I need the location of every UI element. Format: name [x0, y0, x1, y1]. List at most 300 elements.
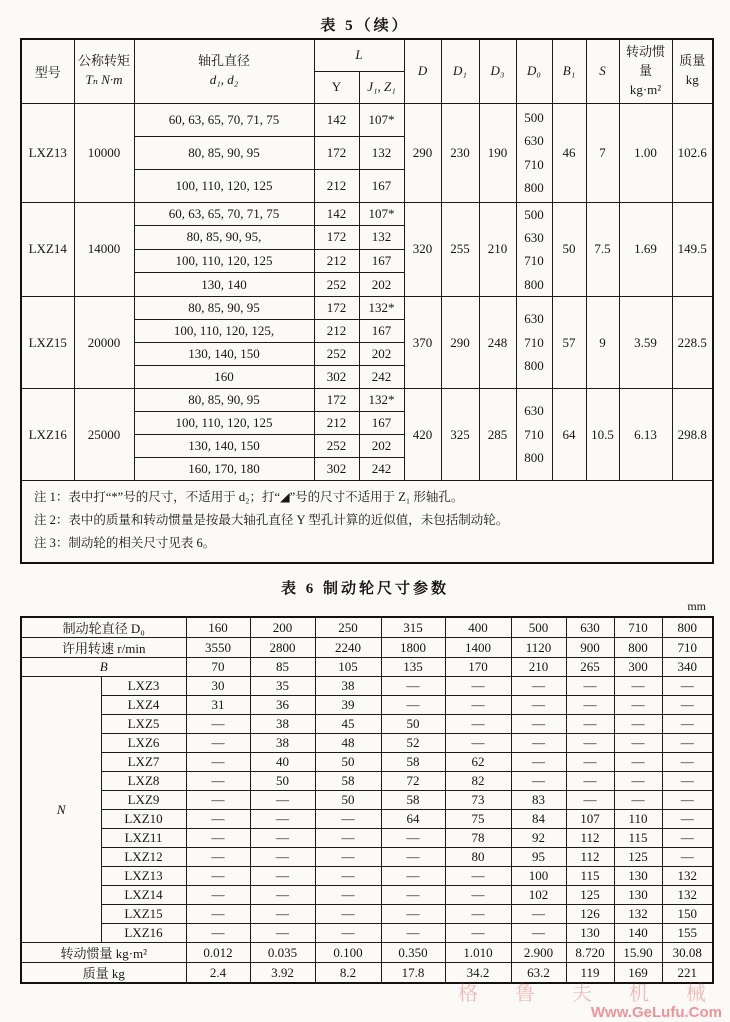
value-cell: —: [250, 924, 315, 943]
mass-cell: 228.5: [672, 297, 713, 389]
torque-cell: 10000: [74, 103, 134, 202]
value-cell: 135: [381, 658, 445, 677]
model-cell: LXZ16: [21, 389, 74, 481]
value-cell: 82: [445, 772, 511, 791]
bore-diameters-cell: 60, 63, 65, 70, 71, 75: [134, 202, 314, 226]
value-cell: 140: [614, 924, 662, 943]
model-name-cell: LXZ7: [101, 753, 186, 772]
model-name-cell: LXZ16: [101, 924, 186, 943]
value-cell: —: [186, 829, 250, 848]
value-cell: —: [614, 753, 662, 772]
value-cell: —: [381, 677, 445, 696]
value-cell: 63.2: [511, 963, 566, 984]
table6-model-row: [21, 924, 713, 943]
value-cell: —: [662, 791, 713, 810]
value-cell: —: [381, 886, 445, 905]
length-j1z1-cell: 107*: [359, 202, 404, 226]
table6-model-row: [21, 867, 713, 886]
table6-header-row: [21, 638, 713, 658]
length-y-cell: 212: [314, 249, 359, 273]
model-name-cell: LXZ15: [101, 905, 186, 924]
dim-S-cell: 9: [586, 297, 619, 389]
value-cell: 30: [186, 677, 250, 696]
value-cell: —: [511, 734, 566, 753]
row-label-cell: 转动惯量 kg·m²: [21, 943, 186, 963]
inertia-cell: 6.13: [619, 389, 672, 481]
value-cell: 130: [614, 886, 662, 905]
length-j1z1-cell: 167: [359, 249, 404, 273]
value-cell: —: [315, 924, 381, 943]
inertia-cell: 3.59: [619, 297, 672, 389]
bore-diameters-cell: 130, 140, 150: [134, 435, 314, 458]
dim-B1-cell: 64: [552, 389, 586, 481]
value-cell: 31: [186, 696, 250, 715]
bore-diameters-cell: 80, 85, 90, 95: [134, 389, 314, 412]
table6-header-row: [21, 617, 713, 638]
value-cell: —: [186, 867, 250, 886]
header-S: S: [586, 39, 619, 103]
value-cell: —: [566, 696, 614, 715]
table6-model-row: [21, 696, 713, 715]
dim-D3-cell: 210: [479, 202, 516, 297]
value-cell: —: [250, 905, 315, 924]
row-label-cell: 许用转速 r/min: [21, 638, 186, 658]
value-cell: 0.350: [381, 943, 445, 963]
value-cell: —: [186, 715, 250, 734]
value-cell: —: [662, 810, 713, 829]
value-cell: —: [511, 715, 566, 734]
row-label-cell: B: [21, 658, 186, 677]
value-cell: —: [250, 829, 315, 848]
value-cell: —: [250, 791, 315, 810]
table6-model-row: [21, 677, 713, 696]
value-cell: —: [566, 753, 614, 772]
header-D3: D₃: [479, 39, 516, 103]
value-cell: —: [445, 715, 511, 734]
header-inertia-line2: kg·m²: [629, 81, 662, 97]
value-cell: 126: [566, 905, 614, 924]
value-cell: 38: [315, 677, 381, 696]
header-D1: D₁: [441, 39, 479, 103]
value-cell: 210: [511, 658, 566, 677]
bore-diameters-cell: 60, 63, 65, 70, 71, 75: [134, 103, 314, 136]
value-cell: —: [511, 696, 566, 715]
bore-diameters-cell: 100, 110, 120, 125: [134, 412, 314, 435]
value-cell: 8.2: [315, 963, 381, 984]
model-name-cell: LXZ9: [101, 791, 186, 810]
value-cell: —: [445, 905, 511, 924]
value-cell: 2800: [250, 638, 315, 658]
value-cell: 1120: [511, 638, 566, 658]
value-cell: 265: [566, 658, 614, 677]
value-cell: 112: [566, 829, 614, 848]
length-y-cell: 252: [314, 343, 359, 366]
value-cell: —: [614, 791, 662, 810]
value-cell: —: [662, 715, 713, 734]
table5-notes-row: [21, 481, 713, 564]
value-cell: 95: [511, 848, 566, 867]
value-cell: 17.8: [381, 963, 445, 984]
dim-D0-cell: 500 630 710 800: [516, 202, 552, 297]
dim-B1-cell: 57: [552, 297, 586, 389]
header-Y: Y: [314, 71, 359, 103]
value-cell: —: [250, 848, 315, 867]
value-cell: —: [445, 886, 511, 905]
dim-D3-cell: 285: [479, 389, 516, 481]
length-y-cell: 212: [314, 320, 359, 343]
torque-cell: 20000: [74, 297, 134, 389]
model-name-cell: LXZ12: [101, 848, 186, 867]
bore-diameters-cell: 160, 170, 180: [134, 458, 314, 481]
header-bore-line2: d₁, d₂: [209, 72, 239, 88]
header-B1: B₁: [552, 39, 586, 103]
value-cell: 50: [315, 753, 381, 772]
length-j1z1-cell: 202: [359, 435, 404, 458]
value-cell: 112: [566, 848, 614, 867]
value-cell: 130: [566, 924, 614, 943]
value-cell: 0.035: [250, 943, 315, 963]
table6-model-row: [21, 715, 713, 734]
value-cell: 64: [381, 810, 445, 829]
model-cell: LXZ14: [21, 202, 74, 297]
value-cell: 35: [250, 677, 315, 696]
value-cell: 130: [614, 867, 662, 886]
dim-B1-cell: 50: [552, 202, 586, 297]
value-cell: —: [662, 753, 713, 772]
length-j1z1-cell: 167: [359, 412, 404, 435]
value-cell: 50: [315, 791, 381, 810]
header-inertia: [619, 39, 672, 103]
value-cell: 132: [662, 867, 713, 886]
value-cell: —: [186, 753, 250, 772]
value-cell: 72: [381, 772, 445, 791]
length-j1z1-cell: 107*: [359, 103, 404, 136]
value-cell: 800: [614, 638, 662, 658]
value-cell: —: [186, 791, 250, 810]
value-cell: —: [662, 772, 713, 791]
dim-D0-cell: 500 630 710 800: [516, 103, 552, 202]
value-cell: —: [315, 829, 381, 848]
value-cell: 300: [614, 658, 662, 677]
torque-cell: 25000: [74, 389, 134, 481]
note-2: 注 2：表中的质量和转动惯量是按最大轴孔直径 Y 型孔计算的近似值，未包括制动轮。: [34, 513, 509, 528]
value-cell: 155: [662, 924, 713, 943]
value-cell: 250: [315, 617, 381, 638]
table6-model-row: [21, 772, 713, 791]
value-cell: 132: [662, 886, 713, 905]
value-cell: 39: [315, 696, 381, 715]
length-j1z1-cell: 132: [359, 226, 404, 250]
length-y-cell: 172: [314, 136, 359, 169]
value-cell: 710: [662, 638, 713, 658]
value-cell: —: [614, 772, 662, 791]
header-mass-line2: kg: [685, 72, 699, 88]
value-cell: 84: [511, 810, 566, 829]
value-cell: —: [511, 905, 566, 924]
value-cell: 2.900: [511, 943, 566, 963]
n-group-label-cell: N: [21, 677, 101, 943]
value-cell: 75: [445, 810, 511, 829]
value-cell: 50: [381, 715, 445, 734]
length-j1z1-cell: 242: [359, 366, 404, 389]
value-cell: 800: [662, 617, 713, 638]
table6-model-row: [21, 886, 713, 905]
value-cell: 34.2: [445, 963, 511, 984]
table6-title: 表 6 制动轮尺寸参数: [280, 581, 449, 597]
length-y-cell: 142: [314, 202, 359, 226]
table5-notes: [21, 481, 713, 564]
value-cell: 102: [511, 886, 566, 905]
header-mass-line1: 质量: [679, 53, 706, 69]
value-cell: 105: [315, 658, 381, 677]
dim-D-cell: 420: [404, 389, 441, 481]
value-cell: 221: [662, 963, 713, 984]
length-y-cell: 212: [314, 412, 359, 435]
value-cell: —: [250, 867, 315, 886]
dim-D1-cell: 230: [441, 103, 479, 202]
note-3: 注 3：制动轮的相关尺寸见表 6。: [34, 536, 216, 551]
header-L: L: [314, 39, 404, 71]
table6-model-row: [21, 829, 713, 848]
table6-model-row: [21, 753, 713, 772]
table6-unit-label: mm: [687, 599, 706, 613]
dim-D1-cell: 290: [441, 297, 479, 389]
table6-header-row: [21, 658, 713, 677]
bore-diameters-cell: 130, 140, 150: [134, 343, 314, 366]
dim-D-cell: 290: [404, 103, 441, 202]
length-y-cell: 302: [314, 366, 359, 389]
value-cell: 3.92: [250, 963, 315, 984]
model-name-cell: LXZ5: [101, 715, 186, 734]
value-cell: 119: [566, 963, 614, 984]
header-inertia-line1: 转动惯量: [626, 43, 666, 78]
bore-diameters-cell: 100, 110, 120, 125,: [134, 320, 314, 343]
header-model: 型号: [21, 39, 74, 103]
dim-D0-cell: 630 710 800: [516, 297, 552, 389]
mass-cell: 102.6: [672, 103, 713, 202]
dim-D3-cell: 190: [479, 103, 516, 202]
value-cell: —: [381, 867, 445, 886]
value-cell: 1.010: [445, 943, 511, 963]
value-cell: 58: [315, 772, 381, 791]
value-cell: —: [186, 848, 250, 867]
value-cell: —: [566, 677, 614, 696]
table6-summary-row: [21, 943, 713, 963]
model-name-cell: LXZ13: [101, 867, 186, 886]
value-cell: —: [315, 905, 381, 924]
model-name-cell: LXZ8: [101, 772, 186, 791]
value-cell: —: [566, 715, 614, 734]
value-cell: 36: [250, 696, 315, 715]
value-cell: 2240: [315, 638, 381, 658]
row-label-cell: 质量 kg: [21, 963, 186, 984]
dim-S-cell: 7: [586, 103, 619, 202]
value-cell: —: [614, 715, 662, 734]
value-cell: 125: [566, 886, 614, 905]
header-torque-line2: Tₙ N·m: [85, 72, 123, 88]
value-cell: 400: [445, 617, 511, 638]
value-cell: —: [662, 696, 713, 715]
value-cell: —: [566, 734, 614, 753]
table6-brake-wheel-parameters: [20, 616, 714, 984]
value-cell: 150: [662, 905, 713, 924]
value-cell: 30.08: [662, 943, 713, 963]
value-cell: 15.90: [614, 943, 662, 963]
table5-row: [21, 389, 713, 412]
value-cell: —: [445, 696, 511, 715]
value-cell: 170: [445, 658, 511, 677]
inertia-cell: 1.00: [619, 103, 672, 202]
value-cell: 107: [566, 810, 614, 829]
model-name-cell: LXZ11: [101, 829, 186, 848]
dim-B1-cell: 46: [552, 103, 586, 202]
model-cell: LXZ13: [21, 103, 74, 202]
value-cell: 115: [566, 867, 614, 886]
value-cell: 3550: [186, 638, 250, 658]
value-cell: 0.100: [315, 943, 381, 963]
value-cell: 115: [614, 829, 662, 848]
value-cell: —: [381, 905, 445, 924]
value-cell: —: [662, 734, 713, 753]
table5-row: [21, 103, 713, 136]
header-torque-line1: 公称转矩: [77, 53, 130, 69]
value-cell: 500: [511, 617, 566, 638]
model-cell: LXZ15: [21, 297, 74, 389]
model-name-cell: LXZ3: [101, 677, 186, 696]
value-cell: 73: [445, 791, 511, 810]
value-cell: —: [186, 734, 250, 753]
value-cell: 80: [445, 848, 511, 867]
value-cell: 200: [250, 617, 315, 638]
model-name-cell: LXZ14: [101, 886, 186, 905]
header-mass: [672, 39, 713, 103]
bore-diameters-cell: 80, 85, 90, 95,: [134, 226, 314, 250]
length-y-cell: 172: [314, 389, 359, 412]
value-cell: —: [381, 848, 445, 867]
value-cell: 2.4: [186, 963, 250, 984]
value-cell: —: [511, 753, 566, 772]
length-j1z1-cell: 132*: [359, 297, 404, 320]
table5-row: [21, 297, 713, 320]
value-cell: —: [186, 772, 250, 791]
table6-model-row: [21, 734, 713, 753]
value-cell: 160: [186, 617, 250, 638]
value-cell: —: [445, 867, 511, 886]
dim-D-cell: 320: [404, 202, 441, 297]
value-cell: —: [662, 848, 713, 867]
dim-D-cell: 370: [404, 297, 441, 389]
value-cell: —: [186, 810, 250, 829]
header-D0: D₀: [516, 39, 552, 103]
value-cell: —: [381, 696, 445, 715]
value-cell: 630: [566, 617, 614, 638]
value-cell: 8.720: [566, 943, 614, 963]
value-cell: 710: [614, 617, 662, 638]
value-cell: 58: [381, 791, 445, 810]
mass-cell: 149.5: [672, 202, 713, 297]
table5-title: 表 5（续）: [320, 18, 410, 34]
value-cell: —: [445, 734, 511, 753]
mass-cell: 298.8: [672, 389, 713, 481]
table6-model-row: [21, 791, 713, 810]
dim-S-cell: 7.5: [586, 202, 619, 297]
model-name-cell: LXZ6: [101, 734, 186, 753]
value-cell: —: [381, 829, 445, 848]
length-j1z1-cell: 202: [359, 273, 404, 297]
value-cell: 110: [614, 810, 662, 829]
value-cell: 45: [315, 715, 381, 734]
value-cell: —: [614, 696, 662, 715]
table5-header-row-1: [21, 39, 713, 71]
length-y-cell: 302: [314, 458, 359, 481]
length-j1z1-cell: 167: [359, 169, 404, 202]
value-cell: 83: [511, 791, 566, 810]
value-cell: —: [445, 677, 511, 696]
value-cell: 38: [250, 734, 315, 753]
bore-diameters-cell: 160: [134, 366, 314, 389]
value-cell: —: [662, 829, 713, 848]
value-cell: —: [445, 924, 511, 943]
length-y-cell: 172: [314, 297, 359, 320]
value-cell: —: [186, 905, 250, 924]
length-y-cell: 212: [314, 169, 359, 202]
value-cell: 1800: [381, 638, 445, 658]
value-cell: 100: [511, 867, 566, 886]
header-J1Z1: J₁, Z₁: [359, 71, 404, 103]
length-y-cell: 172: [314, 226, 359, 250]
table5-row: [21, 202, 713, 226]
table6-model-row: [21, 848, 713, 867]
value-cell: 340: [662, 658, 713, 677]
value-cell: —: [250, 810, 315, 829]
value-cell: 50: [250, 772, 315, 791]
length-y-cell: 252: [314, 435, 359, 458]
watermark-chinese-text: 格 鲁 夫 机 械: [458, 983, 722, 1005]
length-j1z1-cell: 202: [359, 343, 404, 366]
value-cell: —: [511, 772, 566, 791]
model-name-cell: LXZ10: [101, 810, 186, 829]
value-cell: —: [186, 886, 250, 905]
value-cell: 52: [381, 734, 445, 753]
value-cell: —: [511, 677, 566, 696]
table6-model-row: [21, 810, 713, 829]
bore-diameters-cell: 80, 85, 90, 95: [134, 297, 314, 320]
dim-S-cell: 10.5: [586, 389, 619, 481]
value-cell: 1400: [445, 638, 511, 658]
value-cell: 132: [614, 905, 662, 924]
value-cell: 169: [614, 963, 662, 984]
value-cell: —: [186, 924, 250, 943]
value-cell: 0.012: [186, 943, 250, 963]
dim-D1-cell: 325: [441, 389, 479, 481]
length-y-cell: 142: [314, 103, 359, 136]
header-D: D: [404, 39, 441, 103]
bore-diameters-cell: 100, 110, 120, 125: [134, 169, 314, 202]
table6-summary-row: [21, 963, 713, 984]
header-bore-line1: 轴孔直径: [197, 53, 250, 69]
value-cell: 58: [381, 753, 445, 772]
length-j1z1-cell: 132*: [359, 389, 404, 412]
value-cell: 315: [381, 617, 445, 638]
dim-D1-cell: 255: [441, 202, 479, 297]
value-cell: —: [566, 791, 614, 810]
value-cell: —: [566, 772, 614, 791]
value-cell: —: [381, 924, 445, 943]
value-cell: —: [315, 867, 381, 886]
value-cell: 92: [511, 829, 566, 848]
table6-model-row: [21, 905, 713, 924]
value-cell: —: [511, 924, 566, 943]
